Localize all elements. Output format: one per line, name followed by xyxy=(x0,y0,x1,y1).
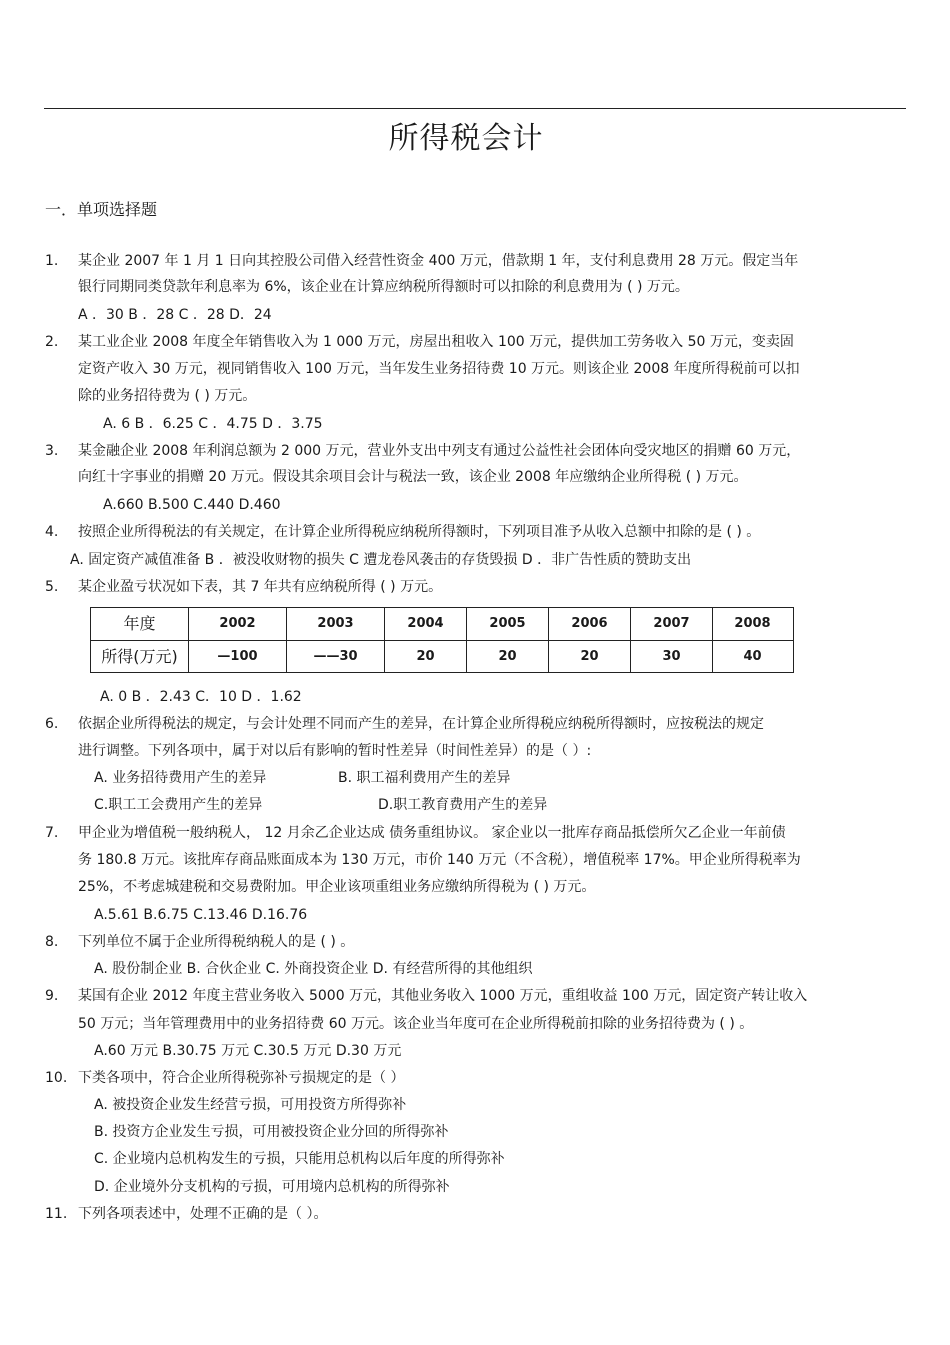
table-cell: 20 xyxy=(385,641,467,673)
answer-options: A. 0 B ．2.43 C．10 D ．1.62 xyxy=(100,689,302,705)
table-header-row xyxy=(91,608,793,641)
question-text: 务 180.8 万元。该批库存商品账面成本为 130 万元，市价 140 万元（不含税），增值税率 17%。甲企业所得税率为 xyxy=(78,852,801,868)
table-cell: 20 xyxy=(549,641,631,673)
question-number: 2. xyxy=(45,334,59,350)
answer-option: C. 企业境内总机构发生的亏损，只能用总机构以后年度的所得弥补 xyxy=(94,1151,505,1167)
question-text: 某金融企业 2008 年利润总额为 2 000 万元，营业外支出中列支有通过公益性社会团体向受灾地区的捐赠 60 万元， xyxy=(78,443,801,459)
question-text: 某工业企业 2008 年度全年销售收入为 1 000 万元，房屋出租收入 100 万元，提供加工劳务收入 50 万元，变卖固 xyxy=(78,334,794,350)
question-number: 5. xyxy=(45,579,59,595)
question-text: 按照企业所得税法的有关规定，在计算企业所得税应纳税所得额时，下列项目准予从收入总额中扣除的是 ( ) 。 xyxy=(78,524,761,540)
question-text: 向红十字事业的捐赠 20 万元。假设其余项目会计与税法一致，该企业 2008 年应缴纳企业所得税 ( ) 万元。 xyxy=(78,469,748,485)
table-cell: 2007 xyxy=(631,608,713,640)
loss-profit-table xyxy=(90,607,794,673)
table-cell: 20 xyxy=(467,641,549,673)
question-text: 定资产收入 30 万元，视同销售收入 100 万元，当年发生业务招待费 10 万元。则该企业 2008 年度所得税前可以扣 xyxy=(78,361,800,377)
table-cell: 2002 xyxy=(189,608,287,640)
question-text: 除的业务招待费为 ( ) 万元。 xyxy=(78,388,257,404)
question-text: 下列单位不属于企业所得税纳税人的是 ( ) 。 xyxy=(78,934,355,950)
question-number: 10. xyxy=(45,1070,68,1086)
question-number: 1. xyxy=(45,253,59,269)
section-heading: 一．单项选择题 xyxy=(45,200,158,219)
table-cell: 2004 xyxy=(385,608,467,640)
answer-option: A. 业务招待费用产生的差异 xyxy=(94,770,267,786)
table-cell: 40 xyxy=(743,649,762,664)
question-number: 4. xyxy=(45,524,59,540)
table-cell: —100 xyxy=(189,641,287,673)
question-text: 甲企业为增值税一般纳税人， 12 月余乙企业达成 债务重组协议。 家企业以一批库存商品抵偿所欠乙企业一年前债 xyxy=(78,825,786,841)
answer-options: A.660 B.500 C.440 D.460 xyxy=(103,497,281,513)
answer-option: B. 职工福利费用产生的差异 xyxy=(338,770,511,786)
table-cell: 所得(万元) xyxy=(91,641,189,673)
table-row xyxy=(91,641,793,673)
answer-option: A. 被投资企业发生经营亏损，可用投资方所得弥补 xyxy=(94,1097,407,1113)
question-number: 11. xyxy=(45,1206,68,1222)
answer-option: D. 企业境外分支机构的亏损，可用境内总机构的所得弥补 xyxy=(94,1179,450,1195)
table-cell: 30 xyxy=(631,641,713,673)
question-text: 某国有企业 2012 年度主营业务收入 5000 万元，其他业务收入 1000 万元，重组收益 100 万元，固定资产转让收入 xyxy=(78,988,808,1004)
answer-option: D.职工教育费用产生的差异 xyxy=(378,797,548,813)
answer-options: A ．30 B ．28 C ．28 D．24 xyxy=(78,307,272,323)
answer-options: A.5.61 B.6.75 C.13.46 D.16.76 xyxy=(94,907,308,923)
table-cell: 2006 xyxy=(549,608,631,640)
question-text: 银行同期同类贷款年利息率为 6%，该企业在计算应纳税所得额时可以扣除的利息费用为 ( ) 万元。 xyxy=(78,279,689,295)
question-text: 50 万元；当年管理费用中的业务招待费 60 万元。该企业当年度可在企业所得税前扣除的业务招待费为 ( ) 。 xyxy=(78,1016,754,1032)
answer-options: A. 股份制企业 B. 合伙企业 C. 外商投资企业 D. 有经营所得的其他组织 xyxy=(94,961,533,977)
table-cell: 年度 xyxy=(91,608,189,640)
question-text: 25%，不考虑城建税和交易费附加。甲企业该项重组业务应缴纳所得税为 ( ) 万元。 xyxy=(78,879,596,895)
question-number: 8. xyxy=(45,934,59,950)
answer-options: A.60 万元 B.30.75 万元 C.30.5 万元 D.30 万元 xyxy=(94,1043,402,1059)
table-cell: ——30 xyxy=(287,641,385,673)
top-divider xyxy=(44,108,906,109)
question-number: 7. xyxy=(45,825,59,841)
question-text: 某企业盈亏状况如下表，其 7 年共有应纳税所得 ( ) 万元。 xyxy=(78,579,443,595)
page-title: 所得税会计 xyxy=(388,121,544,156)
question-text: 依据企业所得税法的规定，与会计处理不同而产生的差异，在计算企业所得税应纳税所得额时，应按税法的规定 xyxy=(78,716,764,732)
answer-option: B. 投资方企业发生亏损，可用被投资企业分回的所得弥补 xyxy=(94,1124,449,1140)
question-number: 3. xyxy=(45,443,59,459)
answer-options: A. 固定资产减值准备 B ．被没收财物的损失 C 遭龙卷风袭击的存货毁损 D ．非广告性质的赞助支出 xyxy=(70,552,692,568)
question-text: 某企业 2007 年 1 月 1 日向其控股公司借入经营性资金 400 万元，借款期 1 年，支付利息费用 28 万元。假定当年 xyxy=(78,253,799,269)
question-number: 9. xyxy=(45,988,59,1004)
table-cell: 2008 xyxy=(734,616,771,631)
question-number: 6. xyxy=(45,716,59,732)
table-cell: 2005 xyxy=(467,608,549,640)
answer-options: A. 6 B ．6.25 C ．4.75 D ．3.75 xyxy=(103,416,323,432)
table-cell: 2003 xyxy=(287,608,385,640)
answer-option: C.职工工会费用产生的差异 xyxy=(94,797,263,813)
question-text: 进行调整。下列各项中，属于对以后有影响的暂时性差异（时间性差异）的是（ ）: xyxy=(78,743,592,759)
question-text: 下列各项表述中，处理不正确的是（ ）。 xyxy=(78,1206,328,1222)
question-text: 下类各项中，符合企业所得税弥补亏损规定的是（ ） xyxy=(78,1070,405,1086)
